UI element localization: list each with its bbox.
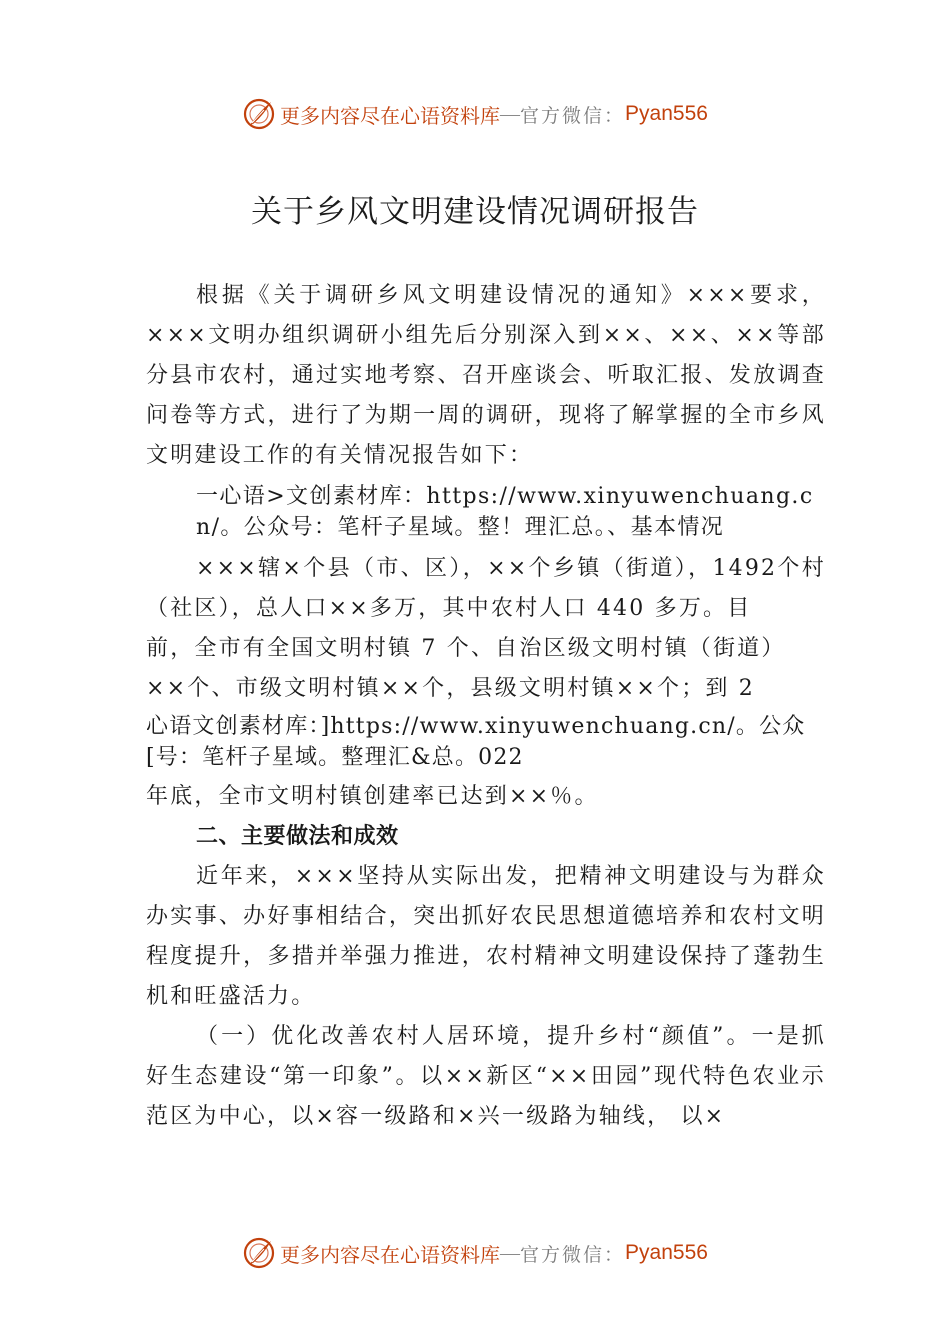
banner-wechat-label: 官方微信： bbox=[520, 1243, 626, 1266]
banner-wechat-id: Pyan556 bbox=[625, 102, 708, 125]
basic-situation-text-1: ×××辖×个县（市、区），××个乡镇（街道），1492个村（社区），总人口××多万，其中农村人口 440 多万。目 bbox=[146, 556, 826, 621]
practices-paragraph: 近年来，×××坚持从实际出发，把精神文明建设与为群众办实事、办好事相结合，突出抓好农民思想道德培养和农村文明程度提升，多措并举强力推进，农村精神文明建设保持了蓬勃生机和旺盛活力。 bbox=[146, 864, 826, 1009]
inline-source-note: 心语文创素材库：]https://www.xinyuwenchuang.cn/。公众[号：笔杆子星域。整理汇&总。022 bbox=[146, 714, 806, 770]
document-title: 关于乡风文明建设情况调研报告 bbox=[251, 194, 699, 230]
basic-situation-text-2: 前，全市有全国文明村镇 7 个、自治区级文明村镇（街道）××个、市级文明村镇××个，县级文明村镇××个；到 2 bbox=[146, 636, 786, 701]
banner-wechat-label: 官方微信： bbox=[520, 104, 626, 127]
basic-situation-paragraph bbox=[146, 549, 826, 629]
document-body bbox=[146, 276, 826, 1137]
quill-logo-icon bbox=[242, 97, 276, 131]
banner-slogan: 更多内容尽在心语资料库 bbox=[280, 105, 501, 128]
banner-slogan: 更多内容尽在心语资料库 bbox=[280, 1244, 501, 1267]
footer-banner bbox=[0, 1231, 950, 1275]
banner-dash: — bbox=[500, 102, 521, 125]
header-banner bbox=[0, 92, 950, 136]
basic-situation-text-3: 年底，全市文明村镇创建率已达到××％。 bbox=[146, 784, 599, 809]
basic-situation-continued bbox=[146, 629, 826, 817]
intro-paragraph: 根据《关于调研乡风文明建设情况的通知》×××要求，×××文明办组织调研小组先后分别深入到××、××、××等部分县市农村，通过实地考察、召开座谈会、听取汇报、发放调查问卷等方式，进行了为期一周的调研，现将了解掌握的全市乡风文明建设工作的有关情况报告如下： bbox=[146, 283, 826, 468]
quill-logo-icon bbox=[242, 1236, 276, 1270]
environment-paragraph: （一）优化改善农村人居环境，提升乡村“颜值”。一是抓好生态建设“第一印象”。以××新区“××田园”现代特色农业示范区为中心，以×容一级路和×兴一级路为轴线， 以× bbox=[146, 1024, 826, 1129]
source-note: 一心语>文创素材库：https://www.xinyuwenchuang.cn/。公众号：笔杆子星域。整！理汇总。、基本情况 bbox=[196, 484, 814, 540]
section-heading-2: 二、主要做法和成效 bbox=[196, 824, 399, 849]
banner-dash: — bbox=[500, 1241, 521, 1264]
banner-wechat-id: Pyan556 bbox=[625, 1241, 708, 1264]
